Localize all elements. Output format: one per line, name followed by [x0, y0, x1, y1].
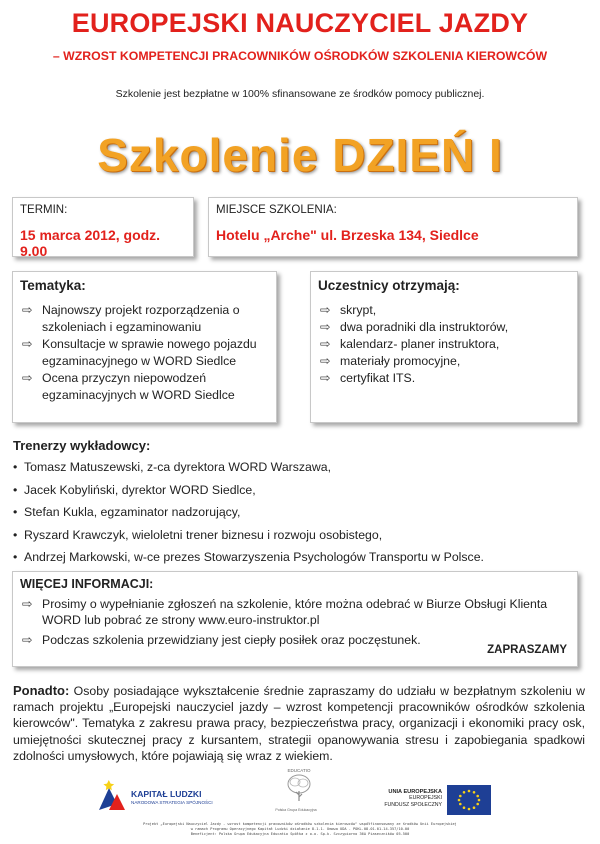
list-item: • Tomasz Matuszewski, z-ca dyrektora WORD Warszawa,: [13, 460, 332, 474]
bullet-icon: •: [13, 550, 18, 564]
termin-label: TERMIN:: [20, 204, 68, 216]
arrow-right-icon: ⇨: [22, 597, 33, 611]
arrow-right-icon: ⇨: [320, 371, 331, 385]
ponadto-text: Osoby posiadające wykształcenie średnie zapraszamy do udziału w bezpłatnym szkoleniu w ramach projektu „Europejski nauczyciel jazdy – wzrost kompetencji pracowników ośrodków szkolenia kierowców". Tematyka z zakresu prawa pracy, bezpieczeństwa pracy, organizacji i ekonomiki pracy osk, umiejętności skutecznej pracy z kursantem, strategii opanowywania stresu i zapobiegania spadkowi zdolności umysłowych, które pojawiają się wraz z wiekiem.: [13, 684, 585, 763]
educatio-logo: [275, 768, 319, 816]
bullet-icon: •: [13, 527, 18, 542]
educatio-top-label: EDUCATIO: [287, 768, 311, 773]
list-item: • Jacek Kobyliński, dyrektor WORD Siedlce,: [13, 482, 256, 497]
ue-label: [372, 789, 442, 808]
list-item: ⇨ materiały promocyjne,: [320, 354, 461, 368]
footer-note-line1: Projekt „Europejski Nauczyciel Jazdy - wzrost kompetencji pracowników ośrodków szkolenia kierowców" współfinansowany ze środków Unii Europejskiej: [143, 822, 457, 826]
miejsce-box: [208, 197, 578, 257]
tematyka-list: [20, 302, 269, 404]
list-item: • Stefan Kukla, egzaminator nadzorujący,: [13, 505, 241, 519]
arrow-right-icon: ⇨: [320, 337, 331, 351]
uczestnicy-box: [310, 271, 578, 423]
ue-title: UNIA EUROPEJSKA: [388, 789, 442, 795]
list-item: ⇨ Prosimy o wypełnianie zgłoszeń na szkolenie, które można odebrać w Biurze Obsługi Klienta WORD lub pobrać ze strony www.euro-instruktor.pl: [22, 597, 548, 627]
footer-note-line2: w ramach Programu Operacyjnego Kapitał Ludzki działanie 8.1.1. Umowa UDA - POKL.08.01.01-14-357/10-00: [190, 827, 410, 831]
training-day-heading: Szkolenie DZIEŃ I: [97, 129, 503, 181]
trainers-heading: Trenerzy wykładowcy:: [13, 438, 151, 453]
list-item: ⇨ Najnowszy projekt rozporządzenia o szkoleniach i egzaminowaniu: [22, 303, 240, 334]
list-item: ⇨ skrypt,: [320, 303, 377, 317]
page-subtitle: – WZROST KOMPETENCJI PRACOWNIKÓW OŚRODKÓW SZKOLENIA KIEROWCÓW: [52, 49, 548, 63]
kapital-ludzki-logo: [95, 780, 225, 816]
arrow-right-icon: ⇨: [320, 320, 331, 334]
bullet-icon: •: [13, 460, 18, 474]
list-item: ⇨ Konsultacje w sprawie nowego pojazdu egzaminacyjnego w WORD Siedlce: [22, 337, 257, 368]
ue-line2: EUROPEJSKI: [409, 795, 442, 802]
tematyka-heading: Tematyka:: [20, 278, 86, 293]
kapital-ludzki-emblem-icon: [95, 780, 129, 814]
list-item: • Andrzej Markowski, w-ce prezes Stowarzyszenia Psychologów Transportu w Polsce.: [13, 550, 484, 564]
arrow-right-icon: ⇨: [22, 337, 33, 351]
invitation-text: ZAPRASZAMY: [487, 644, 567, 656]
kapital-ludzki-subtitle: NARODOWA STRATEGIA SPÓJNOŚCI: [131, 800, 213, 805]
ponadto-lead: Ponadto:: [13, 683, 70, 698]
arrow-right-icon: ⇨: [22, 371, 33, 385]
list-item: ⇨ kalendarz- planer instruktora,: [320, 337, 500, 351]
eu-flag-icon: [447, 785, 491, 815]
more-info-list: [20, 597, 570, 649]
footer-note: [100, 822, 500, 837]
miejsce-label: MIEJSCE SZKOLENIA:: [216, 204, 337, 216]
bullet-icon: •: [13, 505, 18, 519]
educatio-bottom-label: Polska Grupa Edukacyjna: [275, 808, 317, 812]
miejsce-value: Hotelu „Arche" ul. Brzeska 134, Siedlce: [216, 227, 479, 243]
ponadto-paragraph: [13, 683, 585, 764]
uczestnicy-heading: Uczestnicy otrzymają:: [318, 278, 460, 293]
list-item: ⇨ Podczas szkolenia przewidziany jest ciepły posiłek oraz poczęstunek.: [22, 633, 421, 647]
list-item: • Ryszard Krawczyk, wieloletni trener biznesu i rozwoju osobistego,: [13, 527, 383, 542]
page-title: EUROPEJSKI NAUCZYCIEL JAZDY: [71, 8, 529, 38]
list-item: ⇨ certyfikat ITS.: [320, 371, 416, 385]
more-info-box: [12, 571, 578, 667]
kapital-ludzki-title: KAPITAŁ LUDZKI: [131, 789, 202, 799]
trainers-list: [13, 460, 583, 564]
more-info-heading: WIĘCEJ INFORMACJI:: [20, 577, 154, 591]
funding-note: Szkolenie jest bezpłatne w 100% sfinansowane ze środków pomocy publicznej.: [115, 88, 485, 100]
arrow-right-icon: ⇨: [22, 303, 33, 317]
list-item: ⇨ dwa poradniki dla instruktorów,: [320, 320, 509, 334]
ue-line3: FUNDUSZ SPOŁECZNY: [384, 801, 442, 808]
arrow-right-icon: ⇨: [320, 354, 331, 368]
list-item: ⇨ Ocena przyczyn niepowodzeń egzaminacyjnych w WORD Siedlce: [22, 371, 235, 402]
footer-note-line3: Beneficjent: Polska Grupa Edukacyjna Educatio Spółka z o.o. Sp.k. Szczypiorno 36A Piaseczników 05-500: [190, 832, 410, 836]
arrow-right-icon: ⇨: [22, 633, 33, 647]
termin-box: [12, 197, 194, 257]
uczestnicy-list: [318, 302, 570, 387]
trainers-section: [13, 438, 583, 573]
bullet-icon: •: [13, 482, 18, 497]
tree-icon: [286, 773, 312, 803]
tematyka-box: [12, 271, 277, 423]
arrow-right-icon: ⇨: [320, 303, 331, 317]
termin-value: 15 marca 2012, godz. 9.00: [20, 227, 161, 259]
